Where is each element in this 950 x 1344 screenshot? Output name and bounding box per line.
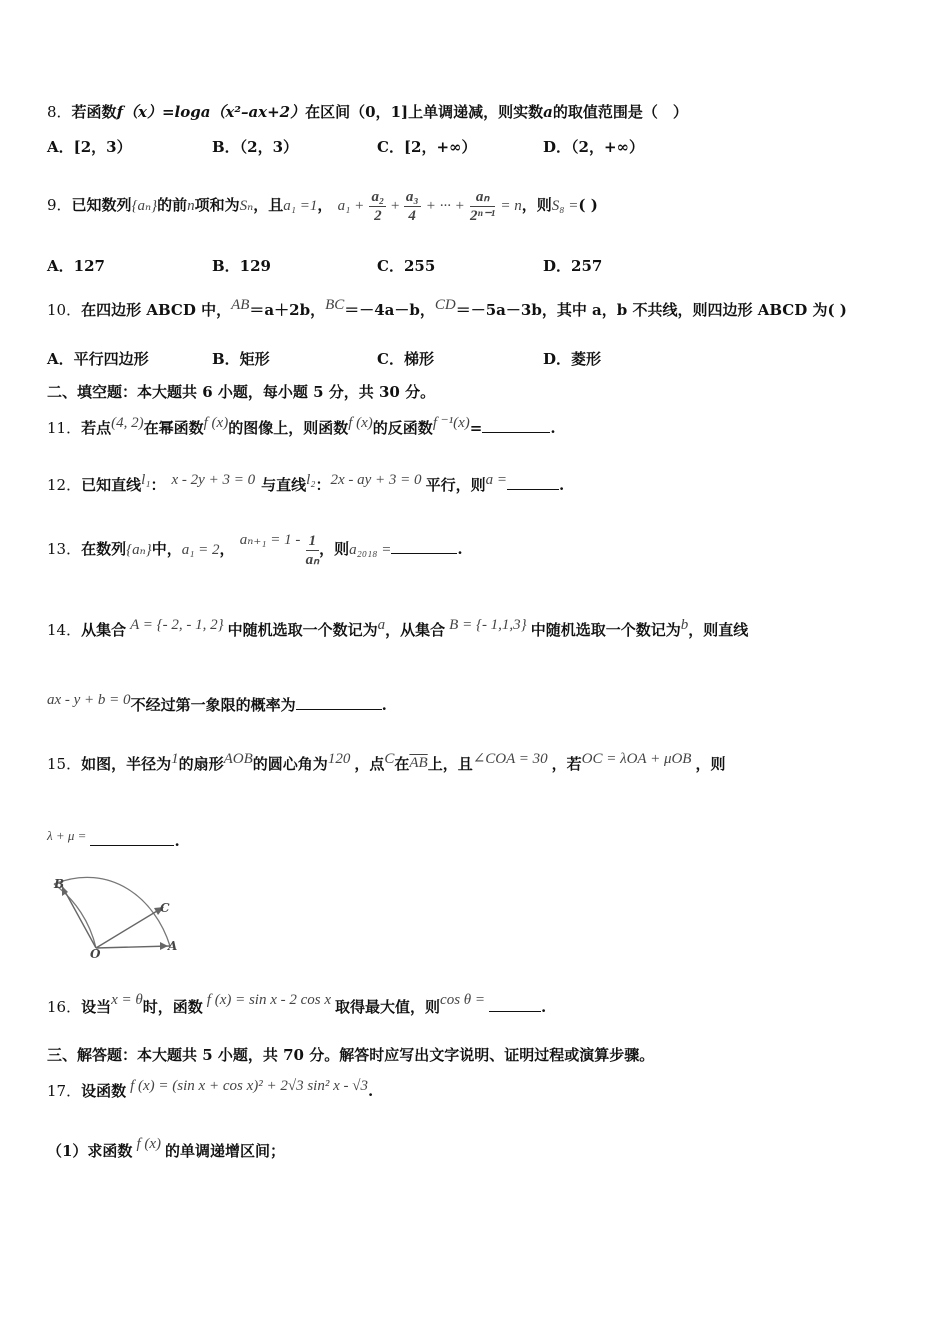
q13-fraction: $\frac{1}{\text{aₙ}}$ <box>305 532 320 568</box>
q14-stem-cont: ax - y + b = 0不经过第一象限的概率为 . <box>47 692 387 714</box>
segment-oc <box>96 908 162 948</box>
section-3-heading: 三、解答题：本大题共 5 小题，共 70 分。解答时应写出文字说明、证明过程或演算步骤。 <box>47 1046 655 1064</box>
q10-option-b[interactable]: B．矩形 <box>212 350 270 368</box>
q8-option-b[interactable]: B．（2，3） <box>212 138 299 156</box>
q9-option-c[interactable]: C．255 <box>377 257 436 275</box>
q14-stem: 14．从集合 A = {- 2, - 1, 2} 中随机选取一个数记为a，从集合 B = {- 1,1,3} 中随机选取一个数记为b，则直线 <box>47 617 749 639</box>
q11-answer-blank[interactable] <box>482 418 550 433</box>
q14-answer-blank[interactable] <box>296 695 382 710</box>
q8-option-c[interactable]: C．[2，+∞） <box>377 138 477 156</box>
q10-option-d[interactable]: D．菱形 <box>543 350 602 368</box>
q9-fraction-3: $\frac{\text{aₙ}}{\text{2ⁿ⁻¹}}$ <box>470 188 496 224</box>
arrow-a-icon <box>160 942 168 950</box>
q8-option-a[interactable]: A．[2，3） <box>47 138 132 156</box>
sector-arc <box>54 877 170 946</box>
label-b: B <box>54 877 65 891</box>
q8-function: f（x）=loga（x²–ax+2） <box>116 103 306 121</box>
q16-stem: 16．设当x = θ时，函数 f (x) = sin x - 2 cos x 取得最大值，则cos θ = . <box>47 992 547 1016</box>
q10-option-c[interactable]: C．梯形 <box>377 350 434 368</box>
q13-answer-blank[interactable] <box>391 539 457 554</box>
q9-option-b[interactable]: B．129 <box>212 257 271 275</box>
section-2-heading: 二、填空题：本大题共 6 小题，每小题 5 分，共 30 分。 <box>47 383 436 401</box>
q11-stem: 11．若点(4, 2)在幂函数f (x)的图像上，则函数f (x)的反函数f ⁻¹(x)= . <box>47 415 556 437</box>
q15-stem: 15．如图，半径为1的扇形AOB的圆心角为120 ，点C在$\overline{AB}$上，且∠COA = 30 ，若OC = λOA + μOB ，则 <box>47 751 726 773</box>
label-a: A <box>168 939 178 953</box>
q12-answer-blank[interactable] <box>507 475 559 490</box>
q8-stem: 8．若函数f（x）=loga（x²–ax+2）在区间（0，1]上单调递减，则实数a的取值范围是（ ） <box>47 103 688 121</box>
label-o: O <box>90 947 101 960</box>
segment-oa <box>96 946 170 948</box>
q13-stem: 13．在数列{aₙ}中，a₁ = 2， aₙ₊₁ = 1 - $\frac{1}{\text{aₙ}}$ ，则a₂₀₁₈ = . <box>47 532 463 568</box>
q9-option-d[interactable]: D．257 <box>543 257 603 275</box>
q16-answer-blank[interactable] <box>489 997 541 1012</box>
sector-arc-left <box>54 884 96 948</box>
q17-part-1: （1）求函数 f (x) 的单调递增区间； <box>47 1136 286 1160</box>
q15-stem-cont: λ + μ = . <box>47 828 180 850</box>
q9-stem: 9．已知数列{aₙ}的前n项和为Sₙ，且a₁ =1， a₁ + $\frac{\text{a₂}}{2}$ + $\frac{\text{a₃}}{4}$ + ··· + $\frac{\text{aₙ}}{\text{2ⁿ⁻¹}}$ = n，则S₈ =( ) <box>47 188 598 224</box>
label-c: C <box>160 901 170 915</box>
q9-fraction-2: $\frac{\text{a₃}}{4}$ <box>405 188 419 224</box>
q17-stem: 17．设函数 f (x) = (sin x + cos x)² + 2√3 sin² x - √3. <box>47 1078 374 1100</box>
q8-number: 8． <box>47 103 72 121</box>
q8-option-d[interactable]: D．（2，+∞） <box>543 138 645 156</box>
q15-answer-blank[interactable] <box>90 831 174 846</box>
q12-stem: 12．已知直线l₁： x - 2y + 3 = 0 与直线l₂：2x - ay + 3 = 0 平行，则a = . <box>47 472 565 494</box>
sector-figure <box>40 868 190 960</box>
segment-ob <box>62 886 96 948</box>
q10-stem: 10．在四边形 ABCD 中，AB＝a＋2b，BC＝－4a－b，CD＝－5a－3b，其中 a，b 不共线，则四边形 ABCD 为( ) <box>47 297 847 319</box>
q10-option-a[interactable]: A．平行四边形 <box>47 350 149 368</box>
q9-fraction-1: $\frac{\text{a₂}}{2}$ <box>371 188 385 224</box>
q9-option-a[interactable]: A．127 <box>47 257 105 275</box>
